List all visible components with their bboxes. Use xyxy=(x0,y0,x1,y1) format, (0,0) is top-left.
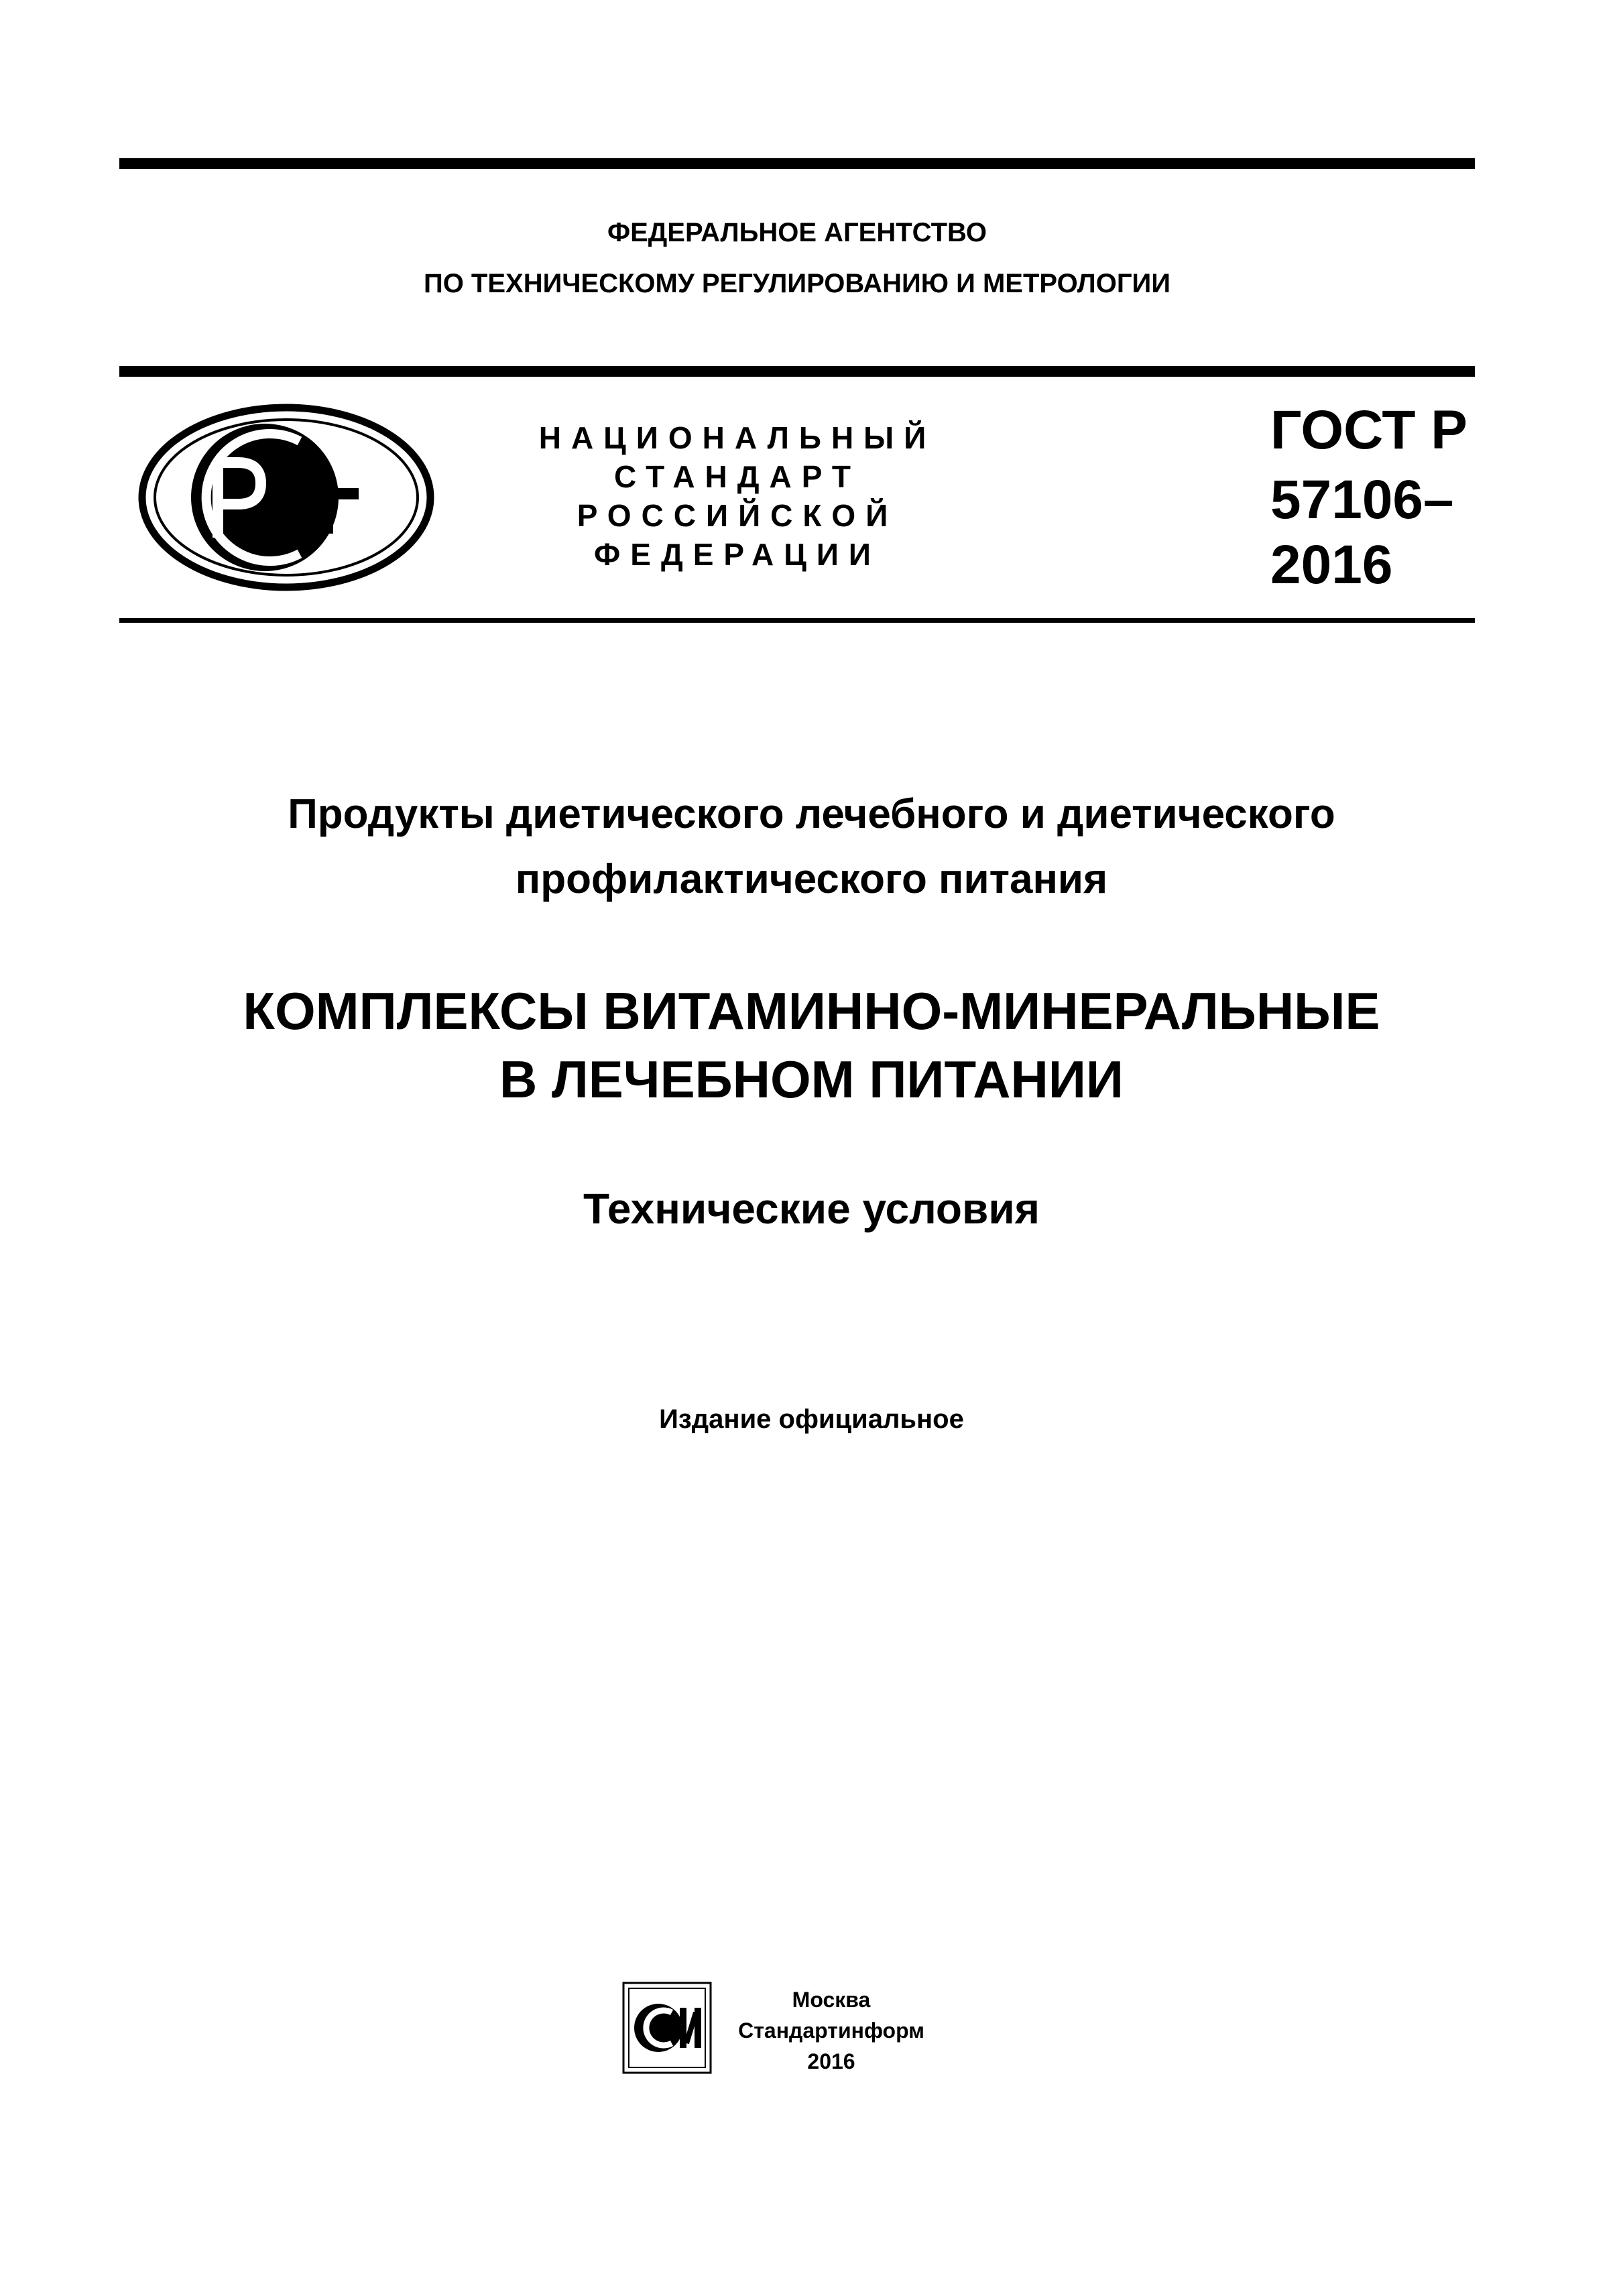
publisher-city: Москва xyxy=(792,1988,871,2012)
agency-line-2: ПО ТЕХНИЧЕСКОМУ РЕГУЛИРОВАНИЮ И МЕТРОЛОГИИ xyxy=(423,269,1171,298)
agency-line-1: ФЕДЕРАЛЬНОЕ АГЕНТСТВО xyxy=(607,218,987,247)
spec-subtitle: Технические условия xyxy=(583,1185,1040,1233)
standartinform-logo xyxy=(617,1978,717,2078)
designation-line-2: 57106– xyxy=(1270,469,1454,530)
standard-type-line-1: НАЦИОНАЛЬНЫЙ xyxy=(538,420,937,455)
standard-type-line-4: ФЕДЕРАЦИИ xyxy=(594,537,881,572)
document-title-line-1: КОМПЛЕКСЫ ВИТАМИННО-МИНЕРАЛЬНЫЕ xyxy=(243,981,1380,1040)
publisher-year: 2016 xyxy=(807,2049,855,2073)
publisher-name: Стандартинформ xyxy=(738,2018,924,2043)
header-divider xyxy=(119,366,1475,377)
designation-line-3: 2016 xyxy=(1270,534,1393,595)
edition-note: Издание официальное xyxy=(659,1404,964,1434)
top-divider xyxy=(119,158,1475,169)
standard-type-line-3: РОССИЙСКОЙ xyxy=(577,498,898,533)
rst-logo xyxy=(137,402,436,593)
subtitle-line-2: профилактического питания xyxy=(515,856,1108,902)
header-bottom-divider xyxy=(119,618,1475,623)
subtitle-line-1: Продукты диетического лечебного и диетического xyxy=(288,791,1335,837)
document-title-line-2: В ЛЕЧЕБНОМ ПИТАНИИ xyxy=(499,1050,1124,1109)
standard-type-line-2: СТАНДАРТ xyxy=(614,459,861,494)
designation-line-1: ГОСТ Р xyxy=(1270,400,1467,461)
